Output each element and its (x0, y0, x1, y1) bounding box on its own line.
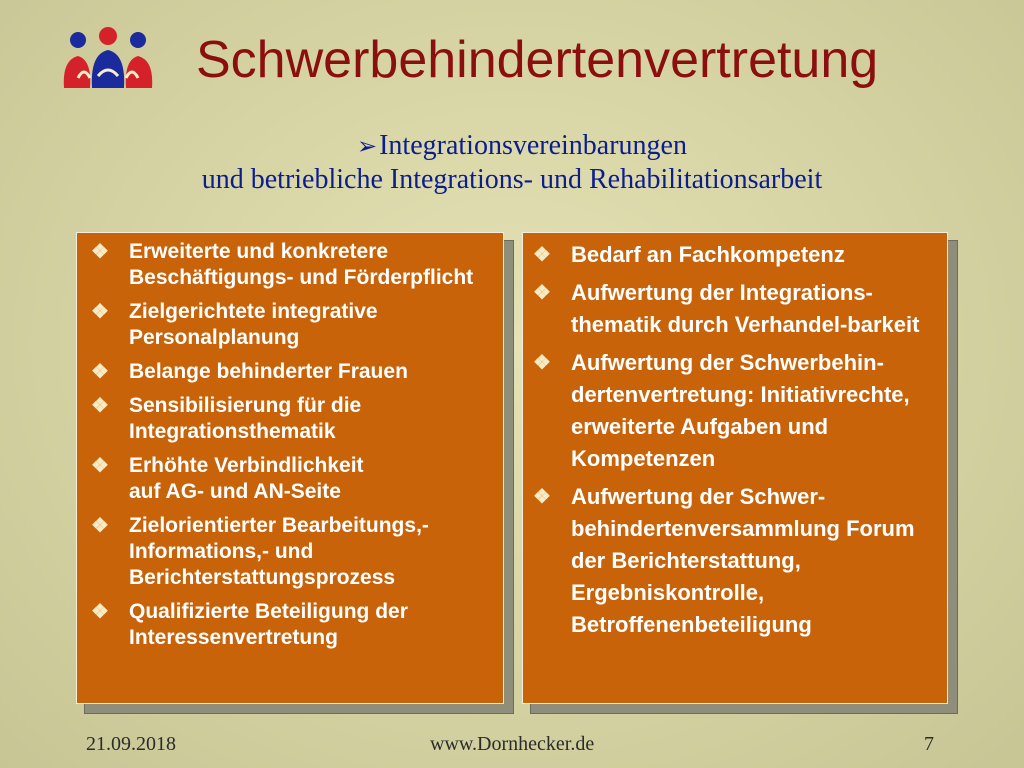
list-item (91, 393, 495, 445)
diamond-bullet-icon: ❖ (91, 455, 109, 477)
list-item (91, 513, 495, 591)
diamond-bullet-icon: ❖ (91, 301, 109, 323)
left-panel (76, 232, 504, 704)
diamond-bullet-icon: ❖ (533, 352, 551, 374)
list-item-text: Aufwertung der Schwer-behindertenversammlung Forum der Berichterstattung, Ergebniskontrolle, Betroffenenbeteiligung (571, 484, 915, 637)
list-item (533, 239, 939, 271)
list-item (533, 481, 939, 641)
arrow-bullet-icon: ➢ (357, 134, 378, 160)
diamond-bullet-icon: ❖ (91, 515, 109, 537)
list-item-text: Aufwertung der Integrations-thematik durch Verhandel-barkeit (571, 280, 920, 337)
list-item-continuation (91, 479, 495, 505)
diamond-bullet-icon: ❖ (533, 282, 551, 304)
diamond-bullet-icon: ❖ (533, 244, 551, 266)
list-item (533, 347, 939, 475)
right-panel (522, 232, 948, 704)
list-item (91, 453, 495, 479)
diamond-bullet-icon: ❖ (91, 361, 109, 383)
footer-date: 21.09.2018 (86, 733, 176, 755)
list-item-text: Qualifizierte Beteiligung der Interessenvertretung (129, 600, 408, 649)
list-item-text: Zielgerichtete integrative Personalplanung (129, 300, 378, 349)
list-item-text: Erweiterte und konkretere Beschäftigungs- und Förderpflicht (129, 240, 474, 289)
list-item-text: Aufwertung der Schwerbehin-dertenvertretung: Initiativrechte, erweiterte Aufgaben und Kompetenzen (571, 350, 910, 471)
list-item-text: Bedarf an Fachkompetenz (571, 242, 845, 267)
footer-url: www.Dornhecker.de (430, 733, 595, 755)
diamond-bullet-icon: ❖ (91, 395, 109, 417)
right-bullet-list (523, 233, 947, 641)
list-item (91, 599, 495, 651)
subtitle-line-2: und betriebliche Integrations- und Rehabilitationsarbeit (201, 164, 823, 195)
diamond-bullet-icon: ❖ (91, 601, 109, 623)
people-group-logo-icon (58, 26, 158, 96)
list-item-text: Erhöhte Verbindlichkeit (129, 454, 364, 477)
list-item (533, 277, 939, 341)
list-item-text: Sensibilisierung für die Integrationsthematik (129, 394, 362, 443)
diamond-bullet-icon: ❖ (91, 241, 109, 263)
footer-page-number: 7 (924, 733, 934, 755)
left-bullet-list (77, 233, 503, 651)
slide-subtitle (0, 130, 1024, 197)
list-item-text: Belange behinderter Frauen (129, 360, 408, 383)
list-item (91, 359, 495, 385)
list-item-text: auf AG- und AN-Seite (129, 480, 341, 503)
list-item (91, 239, 495, 291)
subtitle-line-1: Integrationsvereinbarungen (379, 130, 687, 161)
diamond-bullet-icon: ❖ (533, 486, 551, 508)
list-item (91, 299, 495, 351)
list-item-text: Zielorientierter Bearbeitungs,- Informations,- und Berichterstattungsprozess (129, 514, 429, 589)
slide-title: Schwerbehindertenvertretung (196, 31, 879, 89)
